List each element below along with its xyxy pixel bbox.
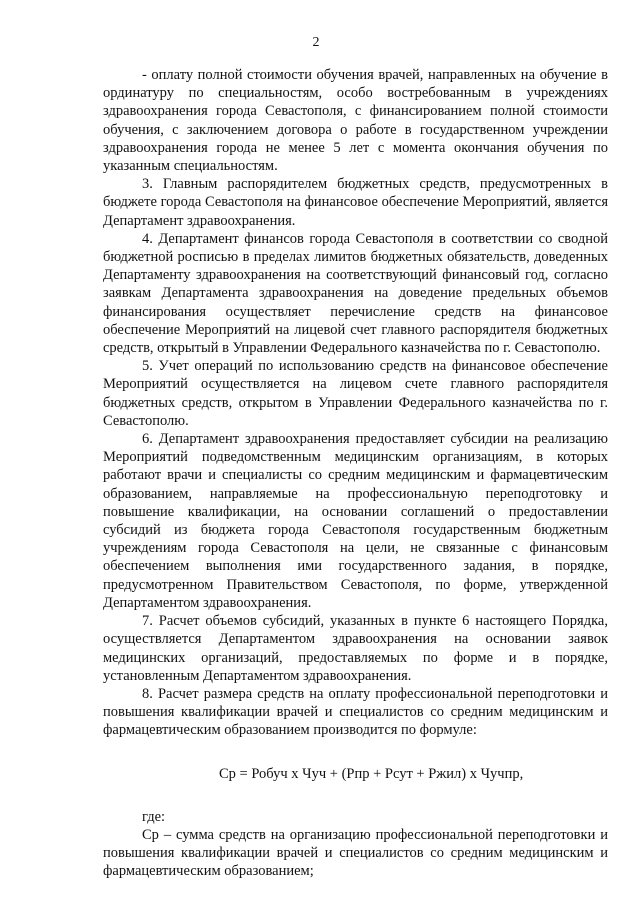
paragraph-tuition-payment: - оплату полной стоимости обучения врачей, направленных на обучение в ординатуру по специальностям, особо востребованным в учреждениях здравоохранения города Севастополя, с финансированием полной стоимости обучения, с заключением договора о работе в государственном учреждении здравоохранения города не менее 5 лет с момента окончания обучения по указанным специальностям. xyxy=(103,67,608,175)
where-label: где: xyxy=(142,808,166,825)
formula: Ср = Робуч х Чуч + (Рпр + Рсут + Ржил) х Чучпр, xyxy=(219,765,524,782)
paragraph-6-subsidies: 6. Департамент здравоохранения предоставляет субсидии на реализацию Мероприятий подведомственным медицинским организациям, в которых работают врачи и специалисты со средним медицинским и фармацевтическим образованием, направляемые на профессиональную переподготовку и повышение квалификации, на основании соглашений о предоставлении субсидий из бюджета города Севастополя государственным бюджетным учреждениям города Севастополя на цели, не связанные с финансовым обеспечением выполнения ими государственного задания, в порядке, предусмотренном Правительством Севастополя, по форме, утвержденной Департаментом здравоохранения. xyxy=(103,431,608,611)
document-body xyxy=(103,66,608,881)
paragraph-8-formula-intro: 8. Расчет размера средств на оплату профессиональной переподготовки и повышения квалификации врачей и специалистов со средним медицинским и фармацевтическим образованием производится по формуле: xyxy=(103,685,608,739)
paragraph-7-subsidy-calculation: 7. Расчет объемов субсидий, указанных в пункте 6 настоящего Порядка, осуществляется Департаментом здравоохранения на основании заявок медицинских организаций, предоставляемых по форме и в порядке, установленным Департаментом здравоохранения. xyxy=(103,613,608,684)
paragraph-5-accounting: 5. Учет операций по использованию средств на финансовое обеспечение Мероприятий осуществляется на лицевом счете главного распорядителя бюджетных средств, открытом в Управлении Федерального казначейства по г. Севастополю. xyxy=(103,358,608,429)
paragraph-4-finance-department: 4. Департамент финансов города Севастополя в соответствии со сводной бюджетной росписью в пределах лимитов бюджетных обязательств, доведенных Департаменту здравоохранения на соответствующий финансовый год, согласно заявкам Департамента здравоохранения на доведение предельных объемов финансирования осуществляет перечисление средств на финансовое обеспечение Мероприятий на лицевой счет главного распорядителя бюджетных средств, открытый в Управлении Федерального казначейства по г. Севастополю. xyxy=(103,230,608,357)
definition-sr: Ср – сумма средств на организацию профессиональной переподготовки и повышения квалификации врачей и специалистов со средним медицинским и фармацевтическим образованием; xyxy=(103,826,608,880)
page-number: 2 xyxy=(312,35,320,50)
paragraph-3-chief-administrator: 3. Главным распорядителем бюджетных средств, предусмотренных в бюджете города Севастополя на финансовое обеспечение Мероприятий, является Департамент здравоохранения. xyxy=(103,176,608,229)
